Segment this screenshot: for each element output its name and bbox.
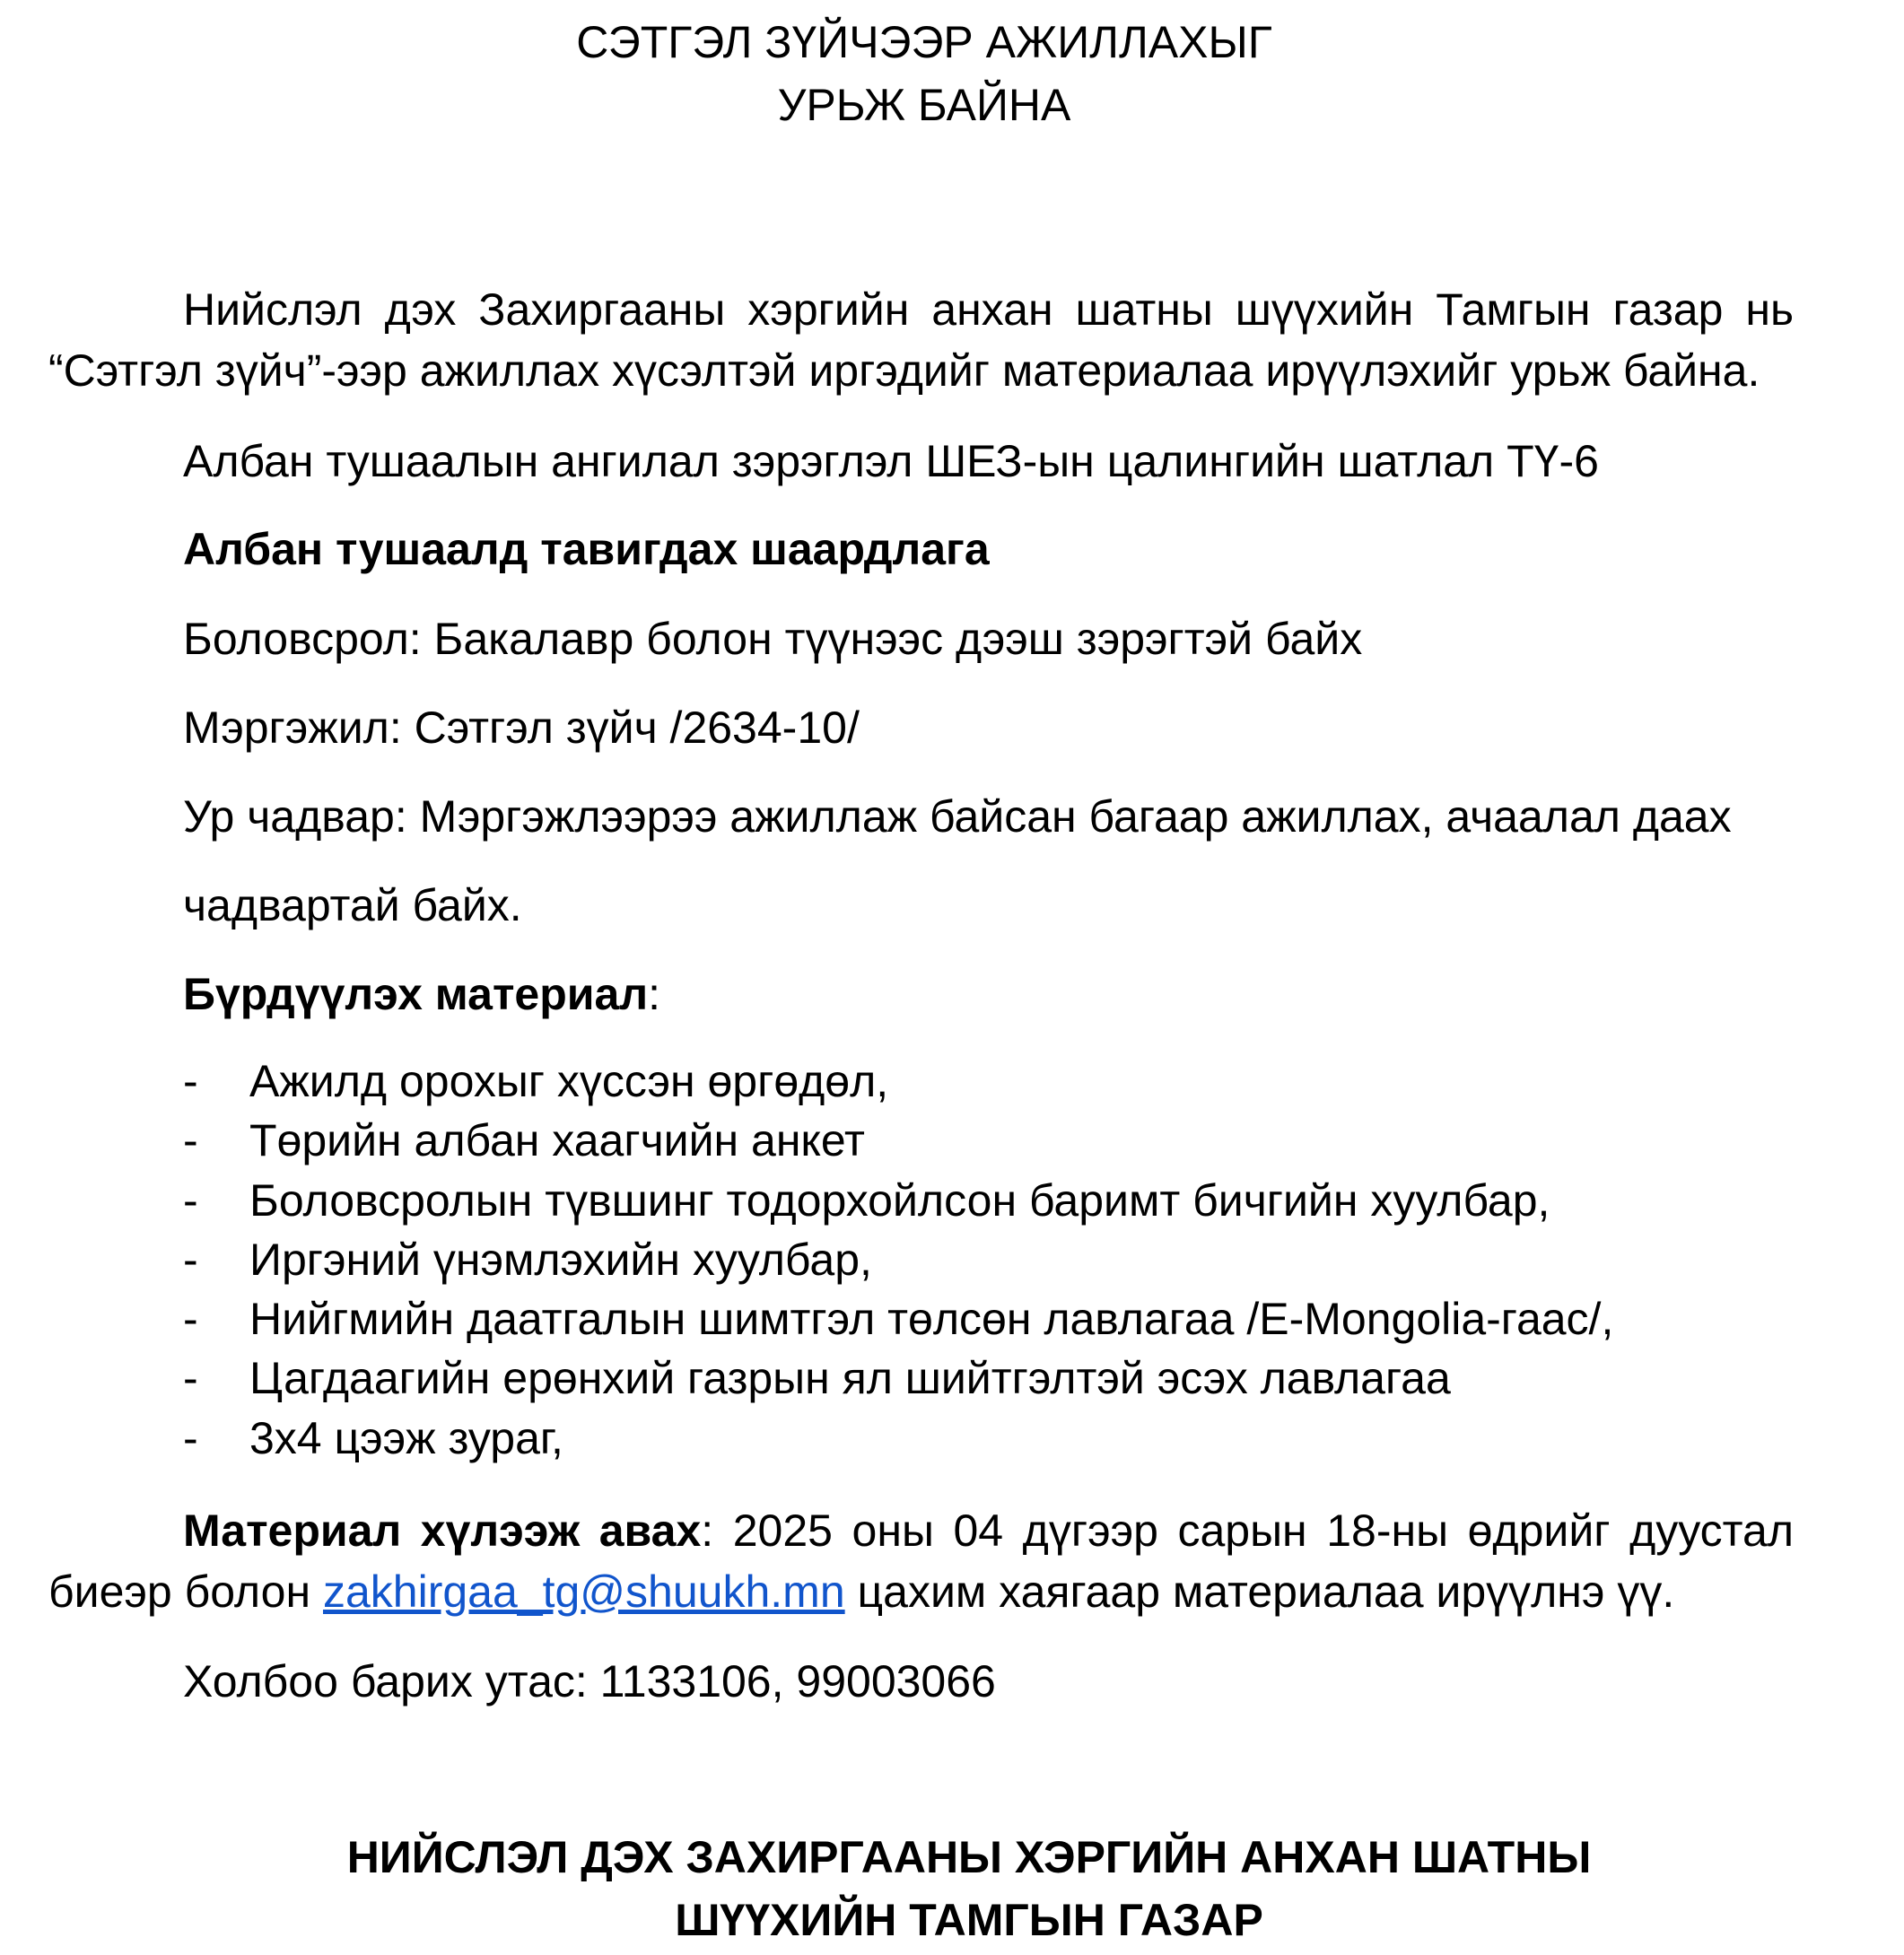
skills-requirement-line-1: Ур чадвар: Мэргэжлээрээ ажиллаж байсан багаар ажиллах, ачаалал даах	[183, 791, 1732, 842]
materials-heading-colon: :	[648, 969, 660, 1019]
list-dash: -	[183, 1353, 198, 1404]
list-dash: -	[183, 1174, 198, 1226]
title-line-1: СЭТГЭЛ ЗҮЙЧЭЭР АЖИЛЛАХЫГ	[576, 17, 1272, 67]
classification-line: Албан тушаалын ангилал зэрэглэл ШЕЗ-ын цалингийн шатлал ТҮ-6	[183, 436, 1599, 486]
list-dash: -	[183, 1056, 198, 1106]
materials-heading	[183, 964, 660, 1025]
deadline-label: Материал хүлээж авах	[183, 1506, 702, 1556]
education-requirement: Боловсрол: Бакалавр болон түүнээс дээш зэрэгтэй байх	[183, 614, 1363, 664]
list-item-text: 3х4 цээж зураг,	[249, 1412, 563, 1463]
organization-line-1: НИЙСЛЭЛ ДЭХ ЗАХИРГААНЫ ХЭРГИЙН АНХАН ШАТНЫ	[346, 1832, 1592, 1882]
deadline-paragraph	[48, 1500, 1794, 1622]
list-dash: -	[183, 1115, 198, 1166]
profession-requirement: Мэргэжил: Сэтгэл зүйч /2634-10/	[183, 703, 860, 753]
list-dash: -	[183, 1234, 198, 1285]
email-link[interactable]: zakhirgaa_tg@shuukh.mn	[322, 1567, 845, 1617]
deadline-text: : 2025 оны 04 дүгээр сарын 18-ны өдрийг дуустал биеэр болон	[48, 1506, 1795, 1617]
organization-line-2: ШҮҮХИЙН ТАМГЫН ГАЗАР	[675, 1895, 1263, 1945]
contact-phone: Холбоо барих утас: 1133106, 99003066	[183, 1656, 996, 1706]
list-dash: -	[183, 1412, 198, 1463]
title-line-2: УРЬЖ БАЙНА	[777, 80, 1071, 130]
list-item-text: Цагдаагийн ерөнхий газрын ял шийтгэлтэй эсэх лавлагаа	[249, 1353, 1451, 1404]
list-dash: -	[183, 1294, 198, 1345]
list-item-text: Ажилд орохыг хүссэн өргөдөл,	[249, 1056, 889, 1106]
list-item-text: Нийгмийн даатгалын шимтгэл төлсөн лавлагаа /E-Mongolia-гаас/,	[249, 1294, 1614, 1345]
list-item-text: Төрийн албан хаагчийн анкет	[249, 1115, 865, 1166]
deadline-text-end: цахим хаягаар материалаа ирүүлнэ үү.	[844, 1567, 1675, 1617]
list-item-text: Иргэний үнэмлэхийн хуулбар,	[249, 1234, 872, 1285]
list-item-text: Боловсролын түвшинг тодорхойлсон баримт бичгийн хуулбар,	[249, 1174, 1550, 1226]
materials-heading-label: Бүрдүүлэх материал	[183, 969, 649, 1019]
intro-paragraph: Нийслэл дэх Захиргааны хэргийн анхан шатны шүүхийн Тамгын газар нь “Сэтгэл зүйч”-ээр ажиллах хүсэлтэй иргэдийг материалаа ирүүлэхийг урьж байна.	[48, 284, 1794, 396]
organization-signature	[0, 1826, 1904, 1951]
announcement-title	[0, 11, 1848, 136]
skills-requirement-line-2: чадвартай байх.	[183, 880, 522, 930]
requirements-heading: Албан тушаалд тавигдах шаардлага	[183, 524, 990, 574]
